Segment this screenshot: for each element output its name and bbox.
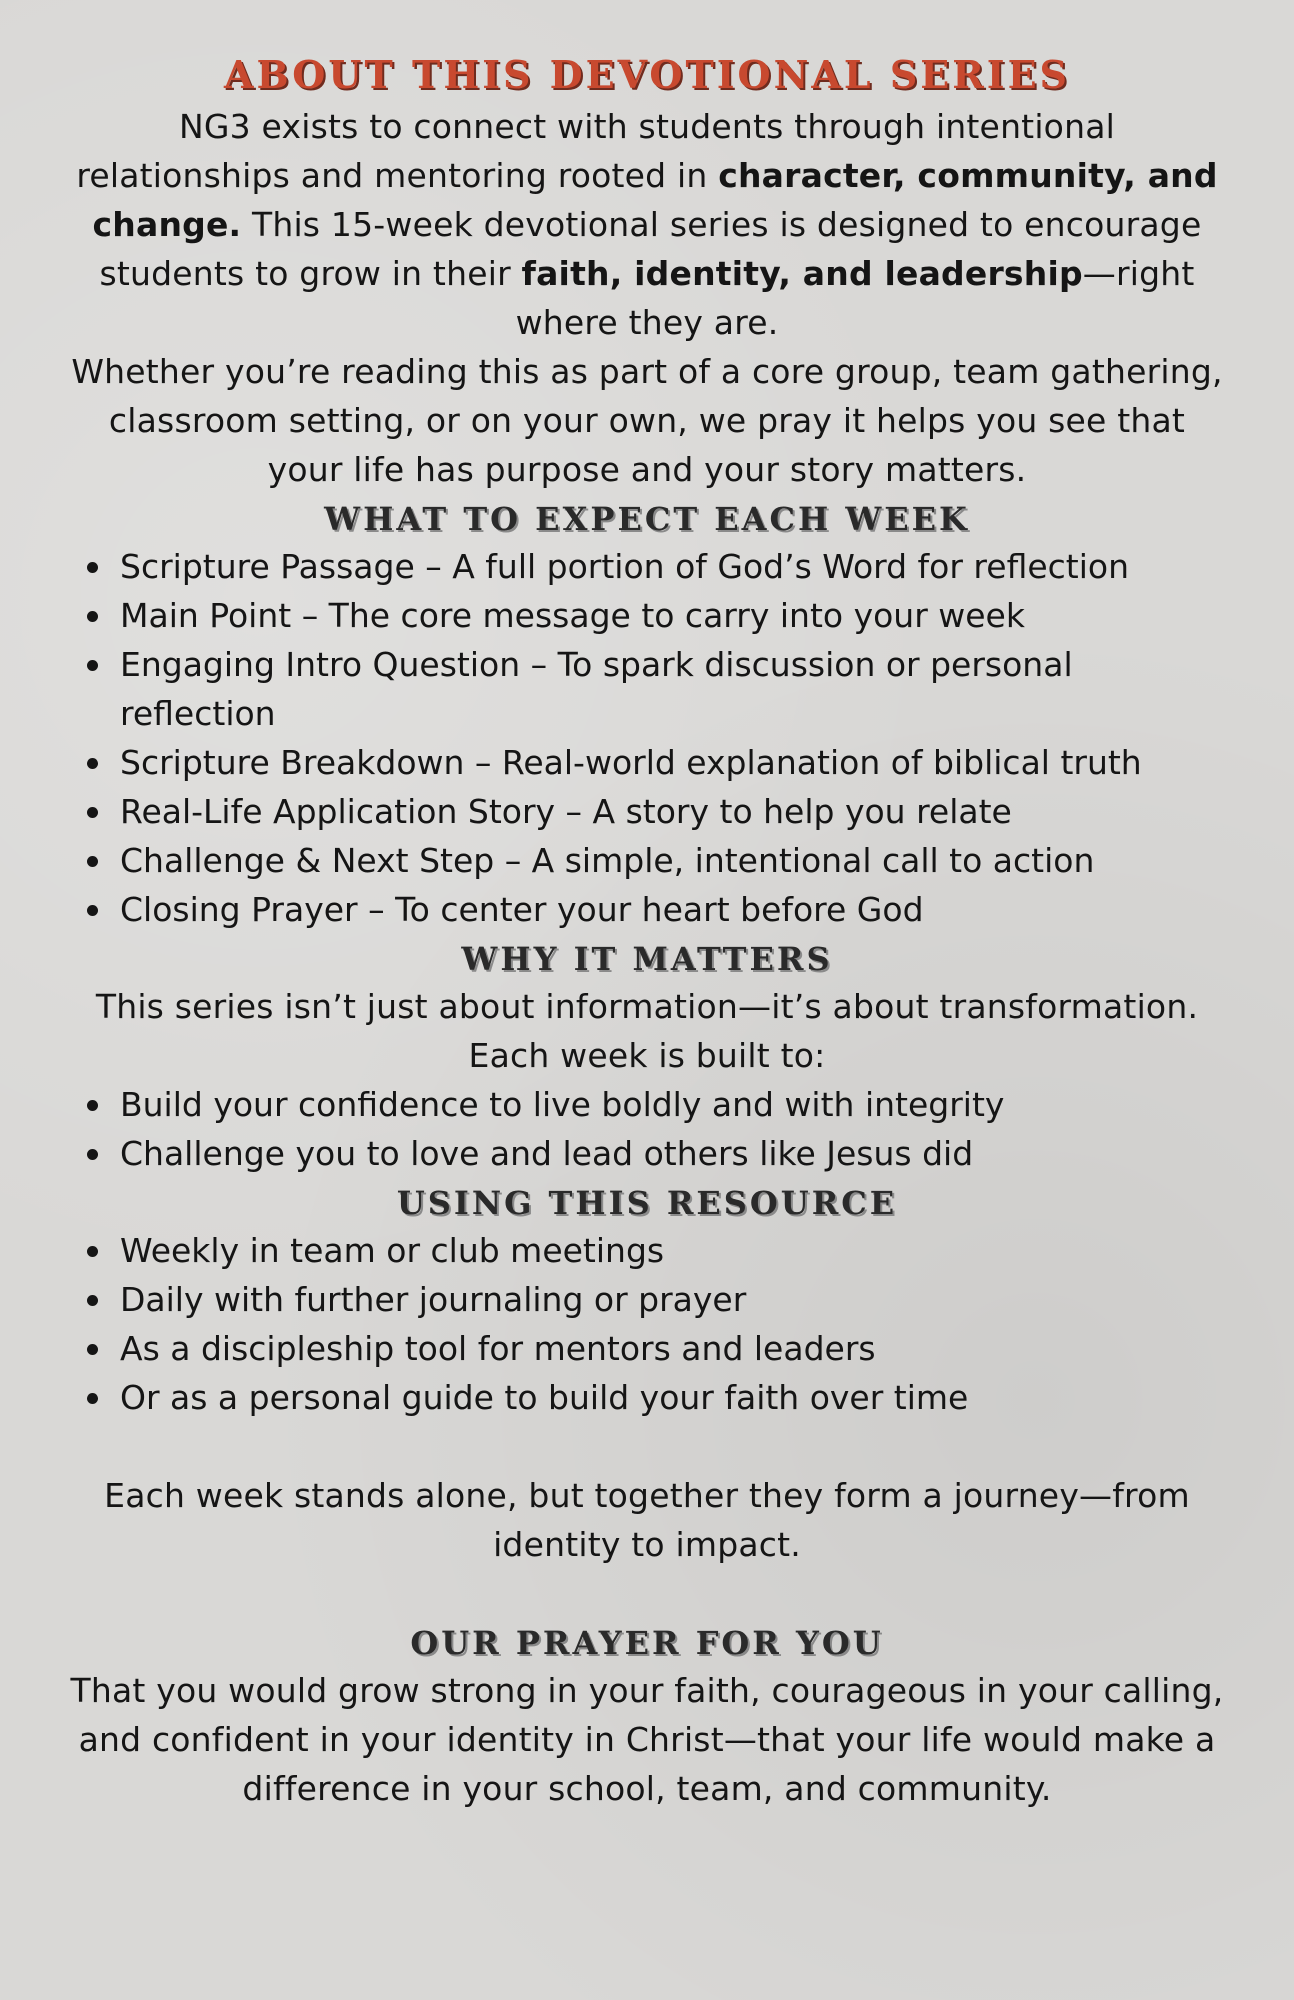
- matters-lead-in: Each week is built to:: [468, 1036, 826, 1075]
- list-item: Build your confidence to live boldly and with integrity: [120, 1080, 1224, 1129]
- list-item: Scripture Breakdown – Real-world explanation of biblical truth: [120, 738, 1224, 787]
- list-item: Or as a personal guide to build your faith over time: [120, 1373, 1224, 1422]
- list-item: Challenge you to love and lead others like Jesus did: [120, 1129, 1224, 1178]
- prayer-paragraph: That you would grow strong in your faith, courageous in your calling, and confident in your identity in Christ—that your life would make a difference in your school, team, and community.: [70, 1671, 1224, 1808]
- about-purpose-paragraph: Whether you’re reading this as part of a core group, team gathering, classroom setting, or on your own, we pray it helps you see that your life has purpose and your story matters.: [71, 352, 1223, 489]
- spacer: [70, 1422, 1224, 1471]
- resource-list: [70, 1226, 1224, 1422]
- about-title: ABOUT THIS DEVOTIONAL SERIES: [223, 52, 1070, 97]
- resource-title: USING THIS RESOURCE: [396, 1184, 898, 1222]
- list-item: Scripture Passage – A full portion of God’s Word for reflection: [120, 542, 1224, 591]
- prayer-title: OUR PRAYER FOR YOU: [410, 1624, 884, 1662]
- list-item: Challenge & Next Step – A simple, intentional call to action: [120, 836, 1224, 885]
- about-intro-paragraph: [70, 102, 1224, 347]
- about-intro-text-a: NG3 exists to connect with students through intentional relationships and mentoring rooted in: [76, 107, 1115, 195]
- matters-title: WHY IT MATTERS: [461, 940, 833, 978]
- list-item: Closing Prayer – To center your heart before God: [120, 885, 1224, 934]
- expect-title: WHAT TO EXPECT EACH WEEK: [324, 500, 970, 538]
- list-item: Real-Life Application Story – A story to help you relate: [120, 787, 1224, 836]
- list-item: As a discipleship tool for mentors and leaders: [120, 1324, 1224, 1373]
- matters-list: [70, 1080, 1224, 1178]
- list-item: Main Point – The core message to carry into your week: [120, 591, 1224, 640]
- list-item: Daily with further journaling or prayer: [120, 1275, 1224, 1324]
- list-item: Engaging Intro Question – To spark discussion or personal reflection: [120, 640, 1224, 738]
- spacer: [70, 1569, 1224, 1618]
- expect-list: [70, 542, 1224, 934]
- list-item: Weekly in team or club meetings: [120, 1226, 1224, 1275]
- about-intro-bold-growth: faith, identity, and leadership: [521, 254, 1083, 293]
- matters-paragraph: This series isn’t just about information—it’s about transformation.: [95, 987, 1199, 1026]
- about-intro-text-c: This 15-week devotional series is designed to encourage students to grow in their: [99, 205, 1202, 293]
- resource-closing-paragraph: Each week stands alone, but together they form a journey—from identity to impact.: [104, 1476, 1190, 1564]
- about-intro-bold-pillars: character, community, and change.: [92, 156, 1218, 244]
- about-intro-text-e: —right where they are.: [515, 254, 1195, 342]
